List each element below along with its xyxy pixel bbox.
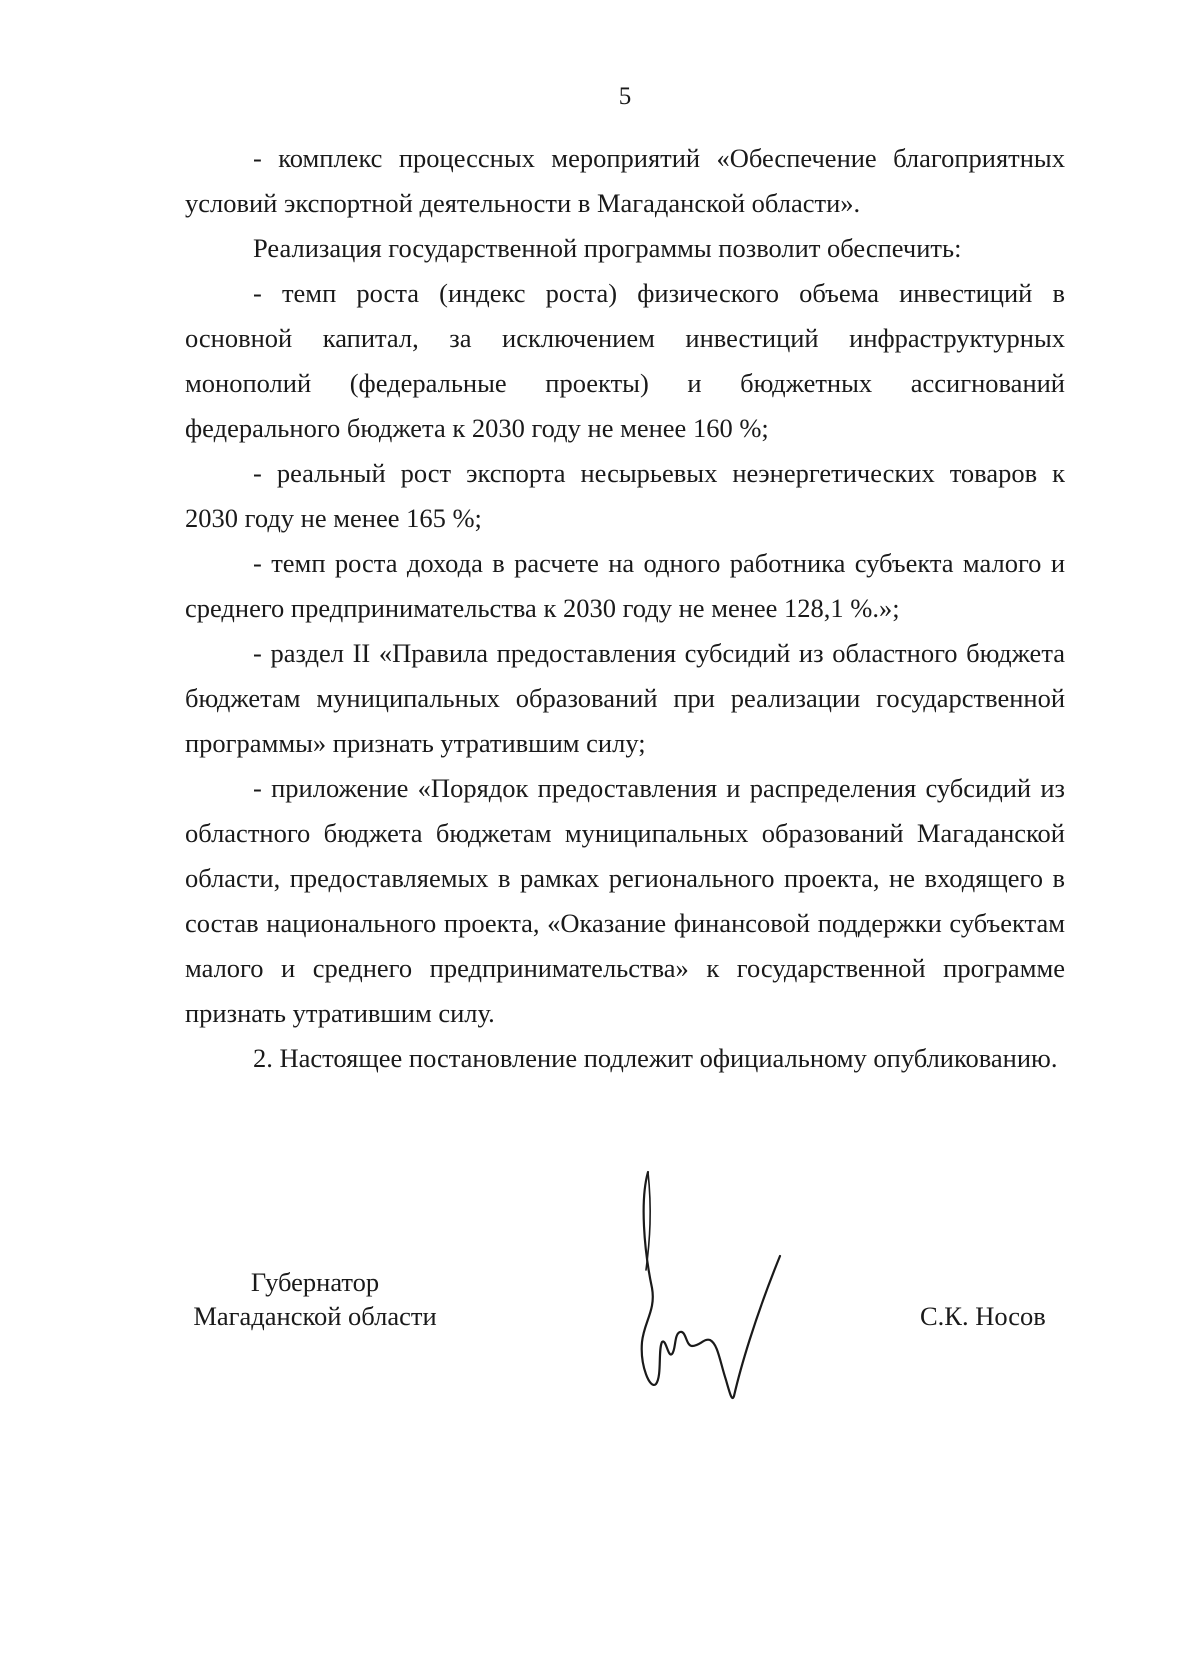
signatory-name: С.К. Носов (920, 1301, 1046, 1331)
paragraph-investment-growth: - темп роста (индекс роста) физического объема инвестиций в основной капитал, за исключением инвестиций инфраструктурных монополий (федеральные проекты) и бюджетных ассигнований федерального бюджета к 2030 году не менее 160 %; (185, 278, 1065, 443)
signatory-title (170, 1265, 460, 1333)
signatory-title-line1: Губернатор (250, 1267, 380, 1297)
paragraph-export-complex: - комплекс процессных мероприятий «Обеспечение благоприятных условий экспортной деятельности в Магаданской области». (185, 143, 1065, 218)
page-number: 5 (618, 83, 632, 110)
document-body (185, 136, 1065, 1081)
paragraph-appendix-repeal: - приложение «Порядок предоставления и распределения субсидий из областного бюджета бюджетам муниципальных образований Магаданской области, предоставляемых в рамках регионального проекта, не входящего в состав национального проекта, «Оказание финансовой поддержки субъектам малого и среднего предпринимательства» к государственной программе признать утратившим силу. (185, 773, 1065, 1028)
paragraph-export-growth: - реальный рост экспорта несырьевых неэнергетических товаров к 2030 году не менее 165 %; (185, 458, 1065, 533)
signatory-title-line2: Магаданской области (193, 1301, 437, 1331)
paragraph-publication: 2. Настоящее постановление подлежит официальному опубликованию. (253, 1043, 1058, 1073)
paragraph-income-growth: - темп роста дохода в расчете на одного работника субъекта малого и среднего предпринимательства к 2030 году не менее 128,1 %.»; (185, 548, 1065, 623)
paragraph-section-ii-repeal: - раздел II «Правила предоставления субсидий из областного бюджета бюджетам муниципальных образований при реализации государственной программы» признать утратившим силу; (185, 638, 1065, 758)
handwritten-signature (630, 1170, 810, 1410)
paragraph-program-outcomes-intro: Реализация государственной программы позволит обеспечить: (253, 233, 962, 263)
